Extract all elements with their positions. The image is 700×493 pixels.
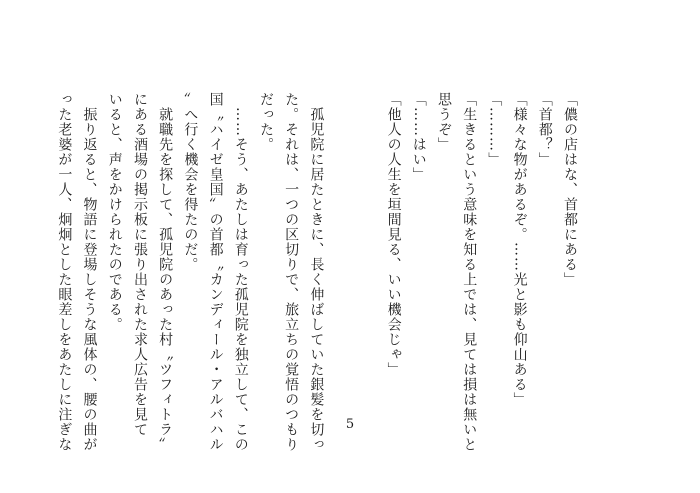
text-line: 「……はい」 bbox=[410, 92, 427, 182]
text-line: だった。 bbox=[257, 92, 274, 152]
scene-break-space bbox=[328, 92, 380, 392]
text-line: 国〝ハイゼ皇国〟の首都〝カンディール・アルバハル bbox=[207, 92, 224, 452]
text-line: いると、声をかけられたのである。 bbox=[106, 92, 123, 332]
text-line: 孤児院に居たときに、長く伸ばしていた銀髪を切っ bbox=[308, 92, 325, 452]
text-line: 振り返ると、物語に登場しそうな風体の、腰の曲が bbox=[81, 92, 98, 452]
text-line: 「様々な物があるぞ。……光と影も仰山ある」 bbox=[511, 92, 528, 407]
text-line: 「儂の店はな、首都にある」 bbox=[562, 92, 578, 287]
text-line: 「首都？」 bbox=[536, 92, 553, 167]
text-line: 就職先を探して、孤児院のあった村〝ツフィトラ〟 bbox=[157, 92, 174, 452]
text-line: 「生きるという意味を知る上では、見ては損は無いと bbox=[461, 92, 478, 452]
vertical-text-body bbox=[56, 92, 582, 452]
text-line: 〟へ行く機会を得たのだ。 bbox=[182, 92, 199, 272]
text-line: 「………」 bbox=[486, 92, 503, 167]
text-line: った老婆が一人、炯炯とした眼差しをあたしに注ぎな bbox=[56, 92, 73, 452]
text-line: 「他人の人生を垣間見る、いい機会じゃ」 bbox=[385, 92, 402, 377]
page-number: 5 bbox=[345, 417, 355, 432]
text-line: 思うぞ」 bbox=[435, 92, 452, 152]
text-line: ……そう、あたしは育った孤児院を独立して、この bbox=[232, 92, 249, 452]
text-line: にある酒場の掲示板に張り出された求人広告を見て bbox=[131, 92, 148, 437]
text-line: た。それは、一つの区切りで、旅立ちの覚悟のつもり bbox=[283, 92, 300, 452]
